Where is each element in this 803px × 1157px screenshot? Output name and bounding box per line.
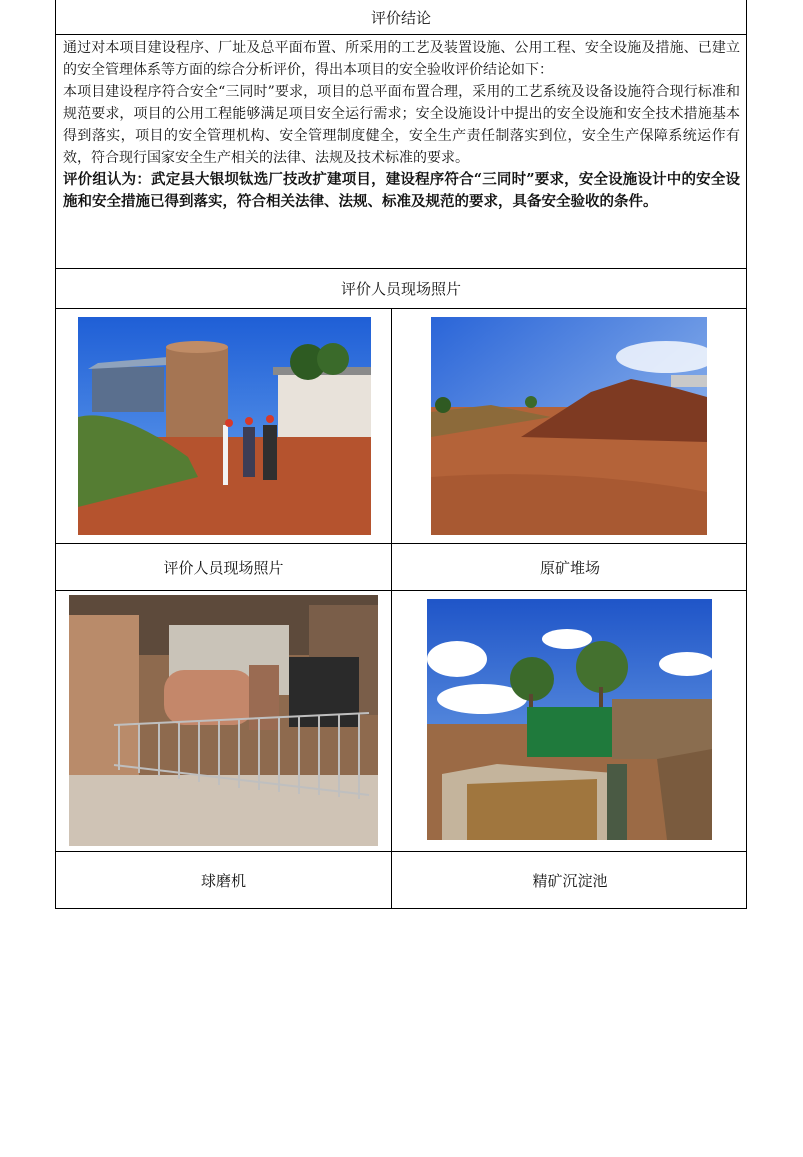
caption-ball-mill bbox=[56, 852, 391, 909]
photo-evaluators-on-site bbox=[78, 317, 371, 535]
caption-concentrate-settling-pond bbox=[392, 852, 748, 909]
caption-raw-ore-stockyard bbox=[392, 544, 748, 591]
photo-raw-ore-stockyard bbox=[431, 317, 707, 535]
caption-text-2: 原矿堆场 bbox=[539, 559, 600, 577]
caption-text-1: 评价人员现场照片 bbox=[163, 559, 284, 577]
photos-section-header bbox=[56, 269, 746, 309]
conclusion-body bbox=[56, 35, 746, 269]
conclusion-paragraph-2: 本项目建设程序符合安全“三同时”要求，项目的总平面布置合理，采用的工艺系统及设备设施符合现行标准和规范要求，项目的公用工程能够满足项目安全运行需求；安全设施设计中提出的安全设施和安全技术措施基本得到落实，项目的安全管理机构、安全管理制度健全，安全生产责任制落实到位，安全生产保障系统运作有效，符合现行国家安全生产相关的法律、法规及技术标准的要求。 bbox=[63, 84, 740, 166]
evaluation-table bbox=[55, 0, 747, 909]
conclusion-paragraph-1: 通过对本项目建设程序、厂址及总平面布置、所采用的工艺及装置设施、公用工程、安全设施及措施、已建立的安全管理体系等方面的综合分析评价，得出本项目的安全验收评价结论如下： bbox=[63, 40, 740, 78]
column-divider bbox=[391, 308, 392, 908]
caption-text-4: 精矿沉淀池 bbox=[532, 872, 608, 890]
caption-text-3: 球磨机 bbox=[200, 872, 246, 890]
conclusion-header-title: 评价结论 bbox=[370, 8, 431, 27]
photos-section-title: 评价人员现场照片 bbox=[340, 280, 461, 298]
conclusion-header bbox=[56, 0, 746, 35]
photo-concentrate-settling-pond bbox=[427, 599, 712, 840]
conclusion-paragraph-3: 评价组认为：武定县大银坝钛选厂技改扩建项目，建设程序符合“三同时”要求，安全设施设计中的安全设施和安全措施已得到落实，符合相关法律、法规、标准及规范的要求，具备安全验收的条件。 bbox=[63, 171, 740, 210]
photo-ball-mill bbox=[69, 595, 378, 846]
caption-evaluators-on-site bbox=[56, 544, 391, 591]
